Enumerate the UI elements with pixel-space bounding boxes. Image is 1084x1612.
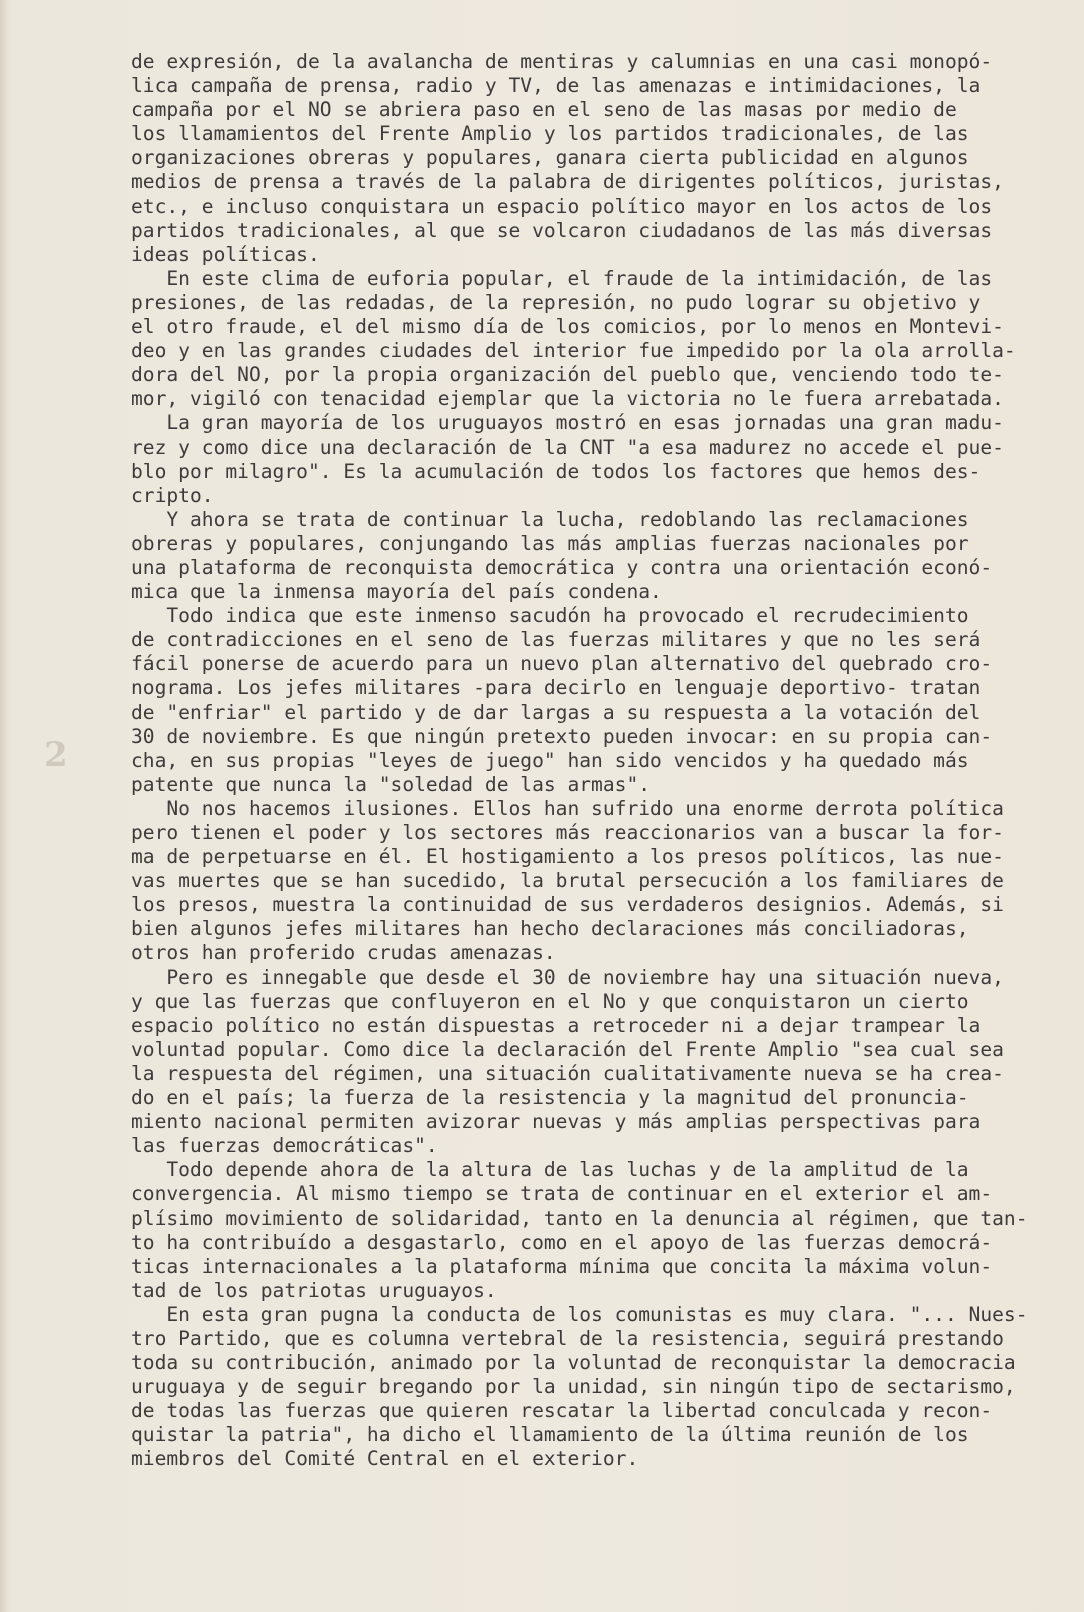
text-line: medios de prensa a través de la palabra de dirigentes políticos, juristas,	[131, 170, 1004, 194]
text-line: ma de perpetuarse en él. El hostigamiento a los presos políticos, las nue-	[131, 845, 1004, 869]
text-line: cha, en sus propias "leyes de juego" han sido vencidos y ha quedado más	[131, 748, 969, 772]
text-line: tro Partido, que es columna vertebral de la resistencia, seguirá prestando	[131, 1326, 1004, 1350]
text-line: fácil ponerse de acuerdo para un nuevo plan alternativo del quebrado cro-	[131, 652, 993, 676]
text-line: En esta gran pugna la conducta de los comunistas es muy clara. "... Nues-	[131, 1302, 1028, 1326]
text-line: do en el país; la fuerza de la resistencia y la magnitud del pronuncia-	[131, 1086, 969, 1110]
page-number: 2	[44, 735, 68, 775]
text-line: rez y como dice una declaración de la CNT "a esa madurez no accede el pue-	[131, 435, 1004, 459]
text-line: deo y en las grandes ciudades del interior fue impedido por la ola arrolla-	[131, 339, 1016, 363]
text-line: bien algunos jefes militares han hecho declaraciones más conciliadoras,	[131, 917, 969, 941]
text-line: pero tienen el poder y los sectores más reaccionarios van a buscar la for-	[131, 821, 1004, 844]
text-line: 30 de noviembre. Es que ningún pretexto pueden invocar: en su propia can-	[131, 724, 993, 748]
text-line: etc., e incluso conquistara un espacio político mayor en los actos de los	[131, 194, 993, 218]
text-line: lica campaña de prensa, radio y TV, de las amenazas e intimidaciones, la	[131, 74, 981, 98]
text-line: tad de los patriotas uruguayos.	[131, 1278, 497, 1302]
text-line: partidos tradicionales, al que se volcaron ciudadanos de las más diversas	[131, 218, 993, 242]
text-line: de todas las fuerzas que quieren rescatar la libertad conculcada y recon-	[131, 1399, 993, 1423]
text-line: organizaciones obreras y populares, ganara cierta publicidad en algunos	[131, 146, 969, 170]
text-line: de contradicciones en el seno de las fuerzas militares y que no les será	[131, 628, 981, 652]
text-line: vas muertes que se han sucedido, la brutal persecución a los familiares de	[131, 869, 1004, 893]
text-line: de expresión, de la avalancha de mentiras y calumnias en una casi monopó-	[131, 50, 993, 73]
text-line: de "enfriar" el partido y de dar largas a su respuesta a la votación del	[131, 700, 981, 724]
text-line: ideas políticas.	[131, 242, 320, 266]
text-line: las fuerzas democráticas".	[131, 1134, 438, 1158]
text-line: quistar la patria", ha dicho el llamamiento de la última reunión de los	[131, 1423, 969, 1447]
text-line: Y ahora se trata de continuar la lucha, redoblando las reclamaciones	[131, 507, 969, 531]
text-line: nograma. Los jefes militares -para decirlo en lenguaje deportivo- tratan	[131, 676, 981, 700]
text-line: los presos, muestra la continuidad de sus verdaderos designios. Además, si	[131, 893, 1004, 917]
text-line: presiones, de las redadas, de la represión, no pudo lograr su objetivo y	[131, 290, 981, 314]
text-line: otros han proferido crudas amenazas.	[131, 941, 556, 965]
text-line: cripto.	[131, 483, 214, 507]
text-line: espacio político no están dispuestas a retroceder ni a dejar trampear la	[131, 1013, 981, 1037]
text-line: Todo indica que este inmenso sacudón ha provocado el recrudecimiento	[131, 604, 969, 628]
text-line: patente que nunca la "soledad de las armas".	[131, 772, 651, 796]
text-line: plísimo movimiento de solidaridad, tanto en la denuncia al régimen, que tan-	[131, 1206, 1028, 1230]
body-text	[131, 50, 1041, 1472]
text-line: y que las fuerzas que confluyeron en el No y que conquistaron un cierto	[131, 989, 969, 1013]
text-line: toda su contribución, animado por la voluntad de reconquistar la democracia	[131, 1351, 1016, 1375]
text-line: el otro fraude, el del mismo día de los comicios, por lo menos en Montevi-	[131, 315, 1004, 339]
text-line: Todo depende ahora de la altura de las luchas y de la amplitud de la	[131, 1158, 969, 1182]
text-line: la respuesta del régimen, una situación cualitativamente nueva se ha crea-	[131, 1061, 1004, 1085]
page-left-edge	[0, 0, 7, 1612]
text-line: mor, vigiló con tenacidad ejemplar que la victoria no le fuera arrebatada.	[131, 387, 1004, 411]
text-line: miembros del Comité Central en el exterior.	[131, 1447, 639, 1471]
text-line: ticas internacionales a la plataforma mínima que concita la máxima volun-	[131, 1254, 993, 1278]
text-line: convergencia. Al mismo tiempo se trata de continuar en el exterior el am-	[131, 1182, 993, 1206]
text-line: En este clima de euforia popular, el fraude de la intimidación, de las	[131, 266, 993, 290]
text-line: los llamamientos del Frente Amplio y los partidos tradicionales, de las	[131, 122, 969, 146]
text-line: No nos hacemos ilusiones. Ellos han sufrido una enorme derrota política	[131, 796, 1004, 820]
text-line: voluntad popular. Como dice la declaración del Frente Amplio "sea cual sea	[131, 1037, 1004, 1061]
text-line: campaña por el NO se abriera paso en el seno de las masas por medio de	[131, 98, 957, 122]
text-line: blo por milagro". Es la acumulación de todos los factores que hemos des-	[131, 459, 981, 483]
text-line: una plataforma de reconquista democrática y contra una orientación econó-	[131, 555, 993, 579]
text-line: dora del NO, por la propia organización del pueblo que, venciendo todo te-	[131, 363, 1004, 387]
text-line: La gran mayoría de los uruguayos mostró en esas jornadas una gran madu-	[131, 411, 1004, 435]
text-line: obreras y populares, conjungando las más amplias fuerzas nacionales por	[131, 531, 969, 555]
text-line: uruguaya y de seguir bregando por la unidad, sin ningún tipo de sectarismo,	[131, 1375, 1016, 1399]
text-line: Pero es innegable que desde el 30 de noviembre hay una situación nueva,	[131, 965, 1004, 989]
text-line: mica que la inmensa mayoría del país condena.	[131, 580, 662, 604]
text-line: to ha contribuído a desgastarlo, como en el apoyo de las fuerzas democrá-	[131, 1230, 993, 1254]
text-line: miento nacional permiten avizorar nuevas y más amplias perspectivas para	[131, 1110, 981, 1134]
